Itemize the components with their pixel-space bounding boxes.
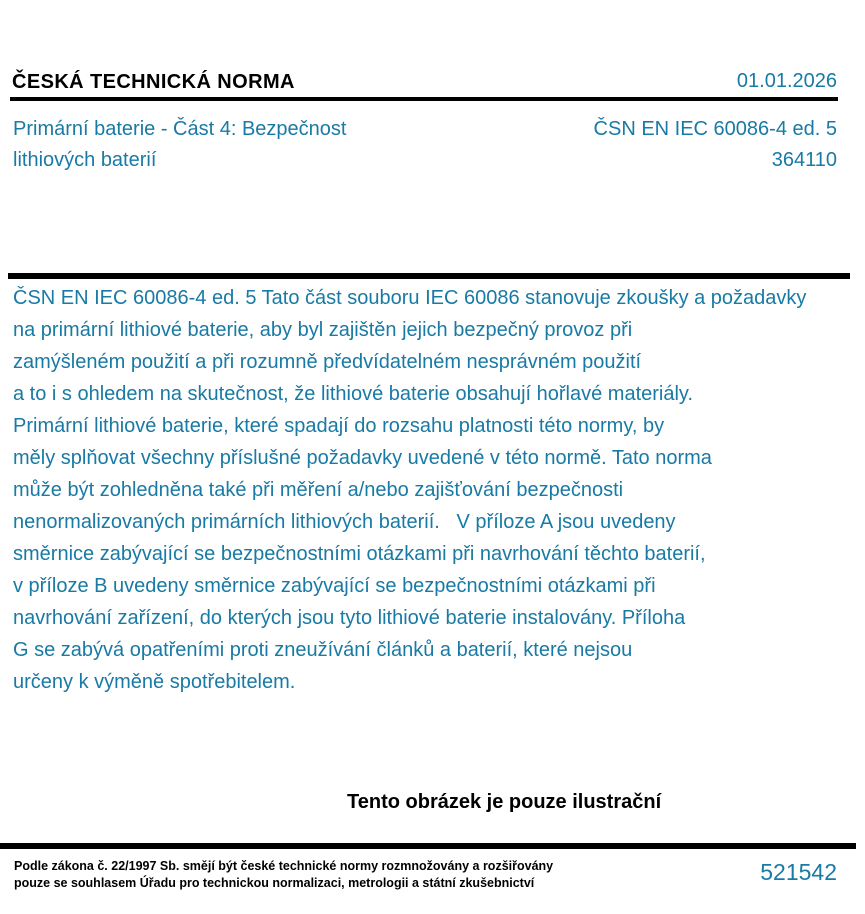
abstract-line: zamýšleném použití a při rozumně předvídatelném nesprávném použití [13, 351, 642, 373]
abstract-line: Primární lithiové baterie, které spadají do rozsahu platnosti této normy, by [13, 415, 665, 437]
abstract-line: určeny k výměně spotřebitelem. [13, 671, 296, 693]
footer-legal-text [14, 858, 553, 892]
abstract-line: a to i s ohledem na skutečnost, že lithiové baterie obsahují hořlavé materiály. [13, 383, 693, 405]
abstract-divider [8, 273, 850, 279]
footer-order-number: 521542 [760, 859, 837, 885]
illustrative-image-note: Tento obrázek je pouze ilustrační [347, 791, 662, 813]
abstract-line: může být zohledněna také při měření a/nebo zajišťování bezpečnosti [13, 479, 624, 501]
issue-date: 01.01.2026 [736, 70, 837, 92]
footer-divider [0, 843, 856, 849]
footer-legal-line-1: Podle zákona č. 22/1997 Sb. smějí být české technické normy rozmnožovány a rozšiřovány [14, 859, 554, 873]
abstract-line: měly splňovat všechny příslušné požadavky uvedené v této normě. Tato norma [13, 447, 712, 469]
page-title: ČESKÁ TECHNICKÁ NORMA [12, 71, 295, 93]
abstract-line: na primární lithiové baterie, aby byl zajištěn jejich bezpečný provoz při [13, 319, 633, 341]
standard-class-number: 364110 [771, 149, 837, 171]
abstract-line: nenormalizovaných primárních lithiových baterií. V příloze A jsou uvedeny [13, 511, 676, 533]
standard-title-line-1: Primární baterie - Část 4: Bezpečnost [13, 118, 347, 140]
standard-title [13, 114, 346, 176]
header-divider [10, 97, 838, 101]
standard-identifiers [594, 114, 837, 176]
standard-designation: ČSN EN IEC 60086-4 ed. 5 [593, 118, 837, 140]
abstract-line: směrnice zabývající se bezpečnostními otázkami při navrhování těchto baterií, [13, 543, 706, 565]
abstract-line: G se zabývá opatřeními proti zneužívání článků a baterií, které nejsou [13, 639, 633, 661]
standard-title-line-2: lithiových baterií [13, 149, 157, 171]
footer-legal-line-2: pouze se souhlasem Úřadu pro technickou normalizaci, metrologii a státní zkušebnictví [14, 876, 535, 890]
abstract-line: ČSN EN IEC 60086-4 ed. 5 Tato část souboru IEC 60086 stanovuje zkoušky a požadavky [13, 287, 807, 309]
abstract-text [13, 282, 806, 698]
abstract-line: v příloze B uvedeny směrnice zabývající se bezpečnostními otázkami při [13, 575, 656, 597]
abstract-line: navrhování zařízení, do kterých jsou tyto lithiové baterie instalovány. Příloha [13, 607, 686, 629]
